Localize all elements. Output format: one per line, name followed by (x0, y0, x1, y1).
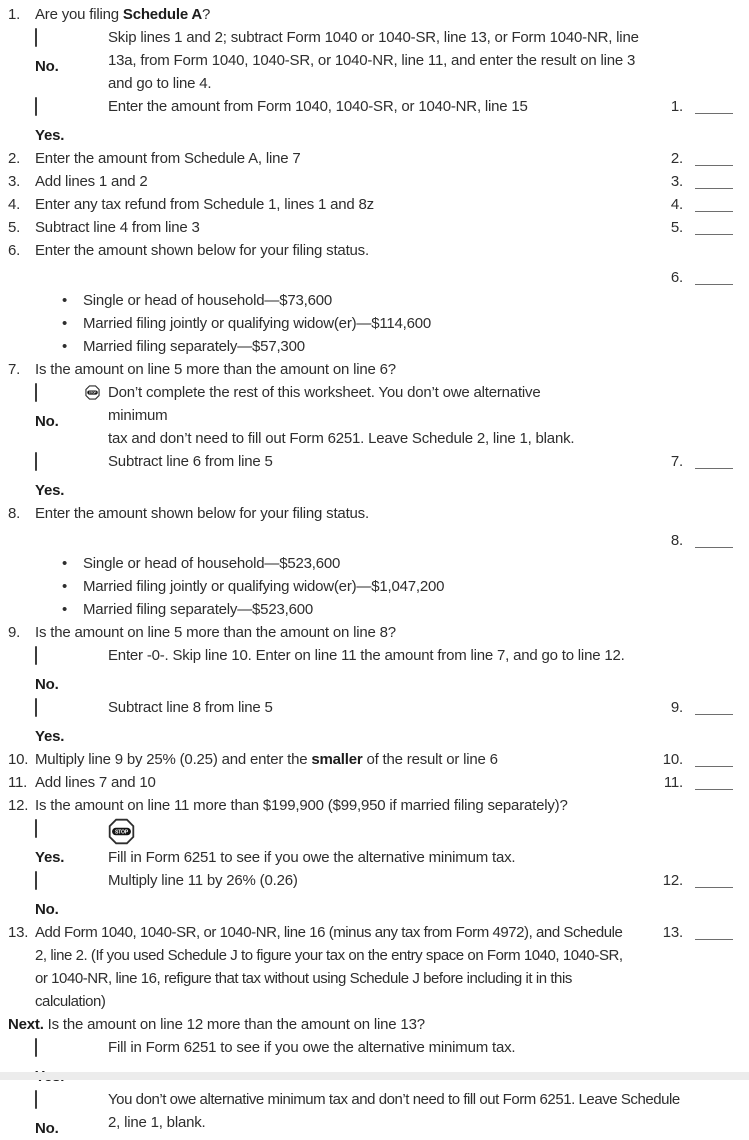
no-instruction-line: and go to line 4. (108, 75, 212, 92)
no-instruction-line: Don’t complete the rest of this worksheet. You don’t owe alternative (108, 384, 541, 401)
line7-no-checkbox[interactable] (35, 383, 37, 402)
bullet-icon: • (62, 338, 68, 355)
line7-amount-field[interactable] (695, 454, 733, 469)
no-instruction-line: 13a, from Form 1040, 1040-SR, or 1040-NR, line 11, and enter the result on line 3 (108, 52, 636, 69)
question-text (35, 748, 645, 771)
line9-no-choice (8, 644, 733, 696)
answer-line-number: 2. (670, 150, 683, 167)
next-no-choice (8, 1088, 733, 1140)
worksheet-line-4 (8, 193, 733, 216)
filing-status-amounts (8, 552, 733, 621)
no-label: No. (35, 58, 59, 75)
no-instruction-line: tax and don’t need to fill out Form 6251. Leave Schedule 2, line 1, blank. (108, 430, 575, 447)
worksheet-line-3 (8, 170, 733, 193)
yes-label: Yes. (35, 849, 65, 866)
question-text (35, 3, 733, 26)
item-number: 7. (8, 361, 21, 378)
list-item (62, 598, 733, 621)
line9-no-checkbox[interactable] (35, 646, 37, 665)
question-text-line: calculation) (35, 993, 106, 1010)
answer-line-number: 1. (670, 98, 683, 115)
line9-yes-checkbox[interactable] (35, 698, 37, 717)
no-instruction (108, 1088, 733, 1134)
line9-amount-field[interactable] (695, 700, 733, 715)
answer-line-number: 3. (670, 173, 683, 190)
no-instruction-line: minimum (108, 407, 168, 424)
line1-yes-checkbox[interactable] (35, 97, 37, 116)
question-text: Is the amount on line 5 more than the amount on line 8? (35, 624, 396, 641)
filing-status-amount: Single or head of household—$73,600 (83, 292, 333, 309)
item-number: 9. (8, 624, 21, 641)
line9-yes-choice (8, 696, 733, 748)
question-text-bold: smaller (311, 751, 363, 768)
list-item (62, 335, 733, 358)
worksheet-line-13 (8, 921, 733, 1013)
list-item (62, 575, 733, 598)
worksheet-line-1 (8, 3, 733, 147)
item-number: 10. (8, 751, 29, 768)
line1-amount-field[interactable] (695, 99, 733, 114)
no-instruction-line: 2, line 1, blank. (108, 1114, 206, 1131)
item-number: 2. (8, 150, 21, 167)
yes-instruction-line: Fill in Form 6251 to see if you owe the alternative minimum tax. (108, 849, 516, 866)
bullet-icon: • (62, 578, 68, 595)
worksheet-line-8 (8, 502, 733, 621)
question-text: Add lines 7 and 10 (35, 774, 156, 791)
line11-amount-field[interactable] (695, 775, 733, 790)
item-number: 4. (8, 196, 21, 213)
yes-instruction: Enter the amount from Form 1040, 1040-SR, or 1040-NR, line 15 (108, 98, 528, 115)
no-label: No. (35, 1120, 59, 1137)
next-yes-choice (8, 1036, 733, 1088)
line2-amount-field[interactable] (695, 151, 733, 166)
yes-label: Yes. (35, 127, 65, 144)
yes-label: Yes. (35, 482, 65, 499)
worksheet-line-5 (8, 216, 733, 239)
bullet-icon: • (62, 555, 68, 572)
answer-line-number: 4. (670, 196, 683, 213)
no-instruction-line: You don’t owe alternative minimum tax and don’t need to fill out Form 6251. Leave Schedule (108, 1091, 680, 1108)
no-instruction (108, 26, 733, 95)
no-label: No. (35, 676, 59, 693)
answer-line-number: 5. (670, 219, 683, 236)
line6-amount-field[interactable] (695, 270, 733, 285)
no-instruction: Multiply line 11 by 26% (0.26) (108, 872, 298, 889)
page-bottom-edge (0, 1072, 749, 1080)
question-text: Enter any tax refund from Schedule 1, lines 1 and 8z (35, 196, 374, 213)
item-number: 5. (8, 219, 21, 236)
filing-status-amount: Married filing jointly or qualifying widow(er)—$114,600 (83, 315, 432, 332)
question-text-post: ? (202, 6, 211, 23)
next-no-checkbox[interactable] (35, 1090, 37, 1109)
question-text-pre: Are you filing (35, 6, 123, 23)
stop-icon (85, 385, 100, 400)
line1-no-choice (8, 26, 733, 95)
answer-line-number: 12. (662, 872, 683, 889)
worksheet-line-2 (8, 147, 733, 170)
question-text-post: of the result or line 6 (362, 751, 498, 768)
no-label: No. (35, 413, 59, 430)
question-text: Is the amount on line 5 more than the amount on line 6? (35, 361, 396, 378)
line7-yes-choice (8, 450, 733, 502)
filing-status-amount: Married filing separately—$523,600 (83, 601, 313, 618)
item-number: 12. (8, 797, 29, 814)
worksheet-line-10 (8, 748, 733, 771)
line8-amount-field[interactable] (695, 533, 733, 548)
question-text (35, 921, 645, 1013)
line1-yes-choice (8, 95, 733, 147)
yes-instruction: Subtract line 6 from line 5 (108, 453, 273, 470)
worksheet-line-7 (8, 358, 733, 502)
filing-status-amounts (8, 289, 733, 358)
item-number: 6. (8, 242, 21, 259)
list-item (62, 552, 733, 575)
question-text: Enter the amount from Schedule A, line 7 (35, 150, 301, 167)
question-text-line: Add Form 1040, 1040-SR, or 1040-NR, line 16 (minus any tax from Form 4972), and Schedule (35, 924, 623, 941)
filing-status-amount: Married filing separately—$57,300 (83, 338, 305, 355)
item-number: 3. (8, 173, 21, 190)
answer-line-number: 8. (670, 532, 683, 549)
line4-amount-field[interactable] (695, 197, 733, 212)
line12-no-checkbox[interactable] (35, 871, 37, 890)
next-yes-checkbox[interactable] (35, 1038, 37, 1057)
bullet-icon: • (62, 601, 68, 618)
question-text-pre: Multiply line 9 by 25% (0.25) and enter the (35, 751, 312, 768)
answer-line-number: 9. (670, 699, 683, 716)
answer-line-number: 6. (670, 269, 683, 286)
question-text: Enter the amount shown below for your filing status. (35, 505, 369, 522)
item-number: 11. (8, 774, 28, 791)
list-item (62, 312, 733, 335)
question-text-line: 2, line 2. (If you used Schedule J to figure your tax on the entry space on Form 1040, 1040-SR, (35, 947, 623, 964)
question-text-bold: Schedule A (122, 6, 203, 23)
line12-no-choice (8, 869, 733, 921)
question-text: Subtract line 4 from line 3 (35, 219, 200, 236)
yes-instruction: Fill in Form 6251 to see if you owe the alternative minimum tax. (108, 1039, 516, 1056)
line3-amount-field[interactable] (695, 174, 733, 189)
filing-status-amount: Married filing jointly or qualifying widow(er)—$1,047,200 (83, 578, 445, 595)
question-text: Is the amount on line 11 more than $199,900 ($99,950 if married filing separately)? (35, 797, 568, 814)
line12-yes-choice (8, 817, 733, 869)
next-label: Next. (8, 1016, 44, 1033)
list-item (62, 289, 733, 312)
line13-amount-field[interactable] (695, 925, 733, 940)
question-text-line: or 1040-NR, line 16, refigure that tax without using Schedule J before including it in this (35, 970, 572, 987)
no-instruction (88, 381, 733, 450)
item-number: 8. (8, 505, 21, 522)
line1-no-checkbox[interactable] (35, 28, 37, 47)
line12-amount-field[interactable] (695, 873, 733, 888)
yes-instruction: Subtract line 8 from line 5 (108, 699, 273, 716)
svg-text:STOP: STOP (88, 390, 97, 395)
line5-amount-field[interactable] (695, 220, 733, 235)
line10-amount-field[interactable] (695, 752, 733, 767)
svg-text:STOP: STOP (114, 829, 129, 836)
answer-line-number: 13. (662, 924, 683, 941)
worksheet-line-12 (8, 794, 733, 921)
question-text: Enter the amount shown below for your filing status. (35, 242, 369, 259)
answer-line-number: 11. (663, 774, 683, 791)
line7-yes-checkbox[interactable] (35, 452, 37, 471)
line12-yes-checkbox[interactable] (35, 819, 37, 838)
item-number: 1. (8, 6, 21, 23)
stop-icon (108, 818, 135, 845)
answer-line-number: 10. (662, 751, 683, 768)
next-question (8, 1013, 733, 1036)
bullet-icon: • (62, 292, 68, 309)
question-text: Add lines 1 and 2 (35, 173, 148, 190)
worksheet-line-9 (8, 621, 733, 748)
filing-status-amount: Single or head of household—$523,600 (83, 555, 341, 572)
item-number: 13. (8, 924, 29, 941)
no-instruction: Enter -0-. Skip line 10. Enter on line 11 the amount from line 7, and go to line 12. (108, 647, 625, 664)
next-question-text: Is the amount on line 12 more than the amount on line 13? (43, 1016, 425, 1033)
bullet-icon: • (62, 315, 68, 332)
worksheet-line-11 (8, 771, 733, 794)
answer-line-number: 7. (670, 453, 683, 470)
yes-label: Yes. (35, 728, 65, 745)
worksheet-line-6 (8, 239, 733, 358)
no-label: No. (35, 901, 59, 918)
yes-instruction (108, 817, 733, 869)
no-instruction-line: Skip lines 1 and 2; subtract Form 1040 or 1040-SR, line 13, or Form 1040-NR, line (108, 29, 639, 46)
line7-no-choice (8, 381, 733, 450)
